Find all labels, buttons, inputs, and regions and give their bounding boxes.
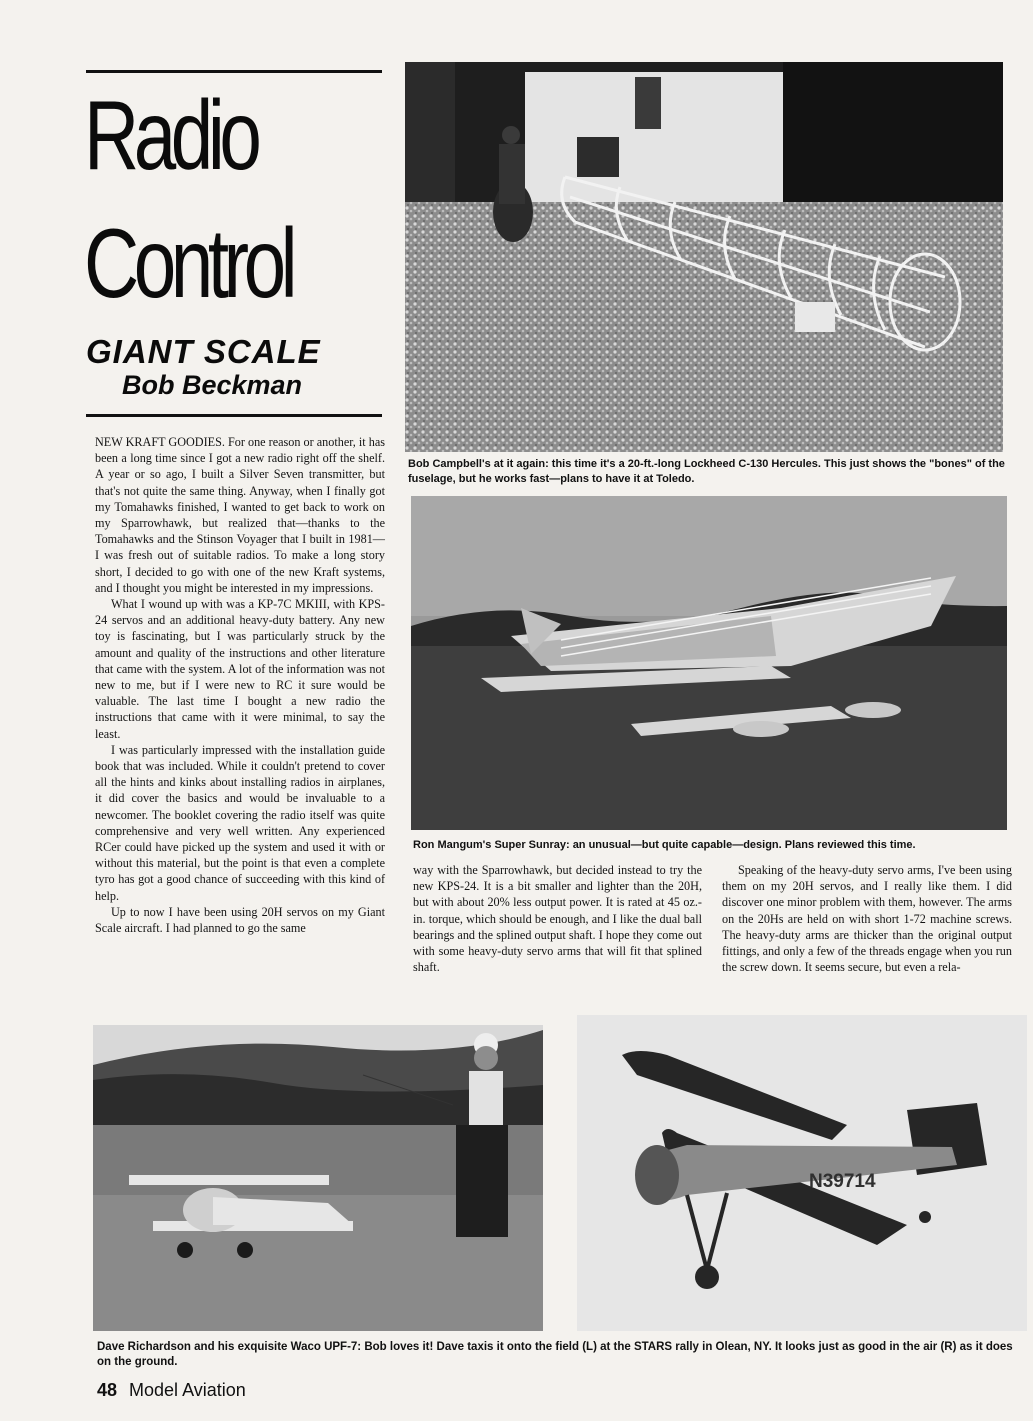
paragraph: Speaking of the heavy-duty servo arms, I've been using them on my 20H servos, and I really like them. I did discover one minor problem with them, however. The arms on the 20Hs are held on with short 1-72 machine screws. The heavy-duty arms are thicker than the original output fittings, and only a few of the threads engage when you run the screw down. It seems secure, but even a rela- xyxy=(722,863,1012,975)
paragraph: NEW KRAFT GOODIES. For one reason or another, it has been a long time since I got a new radio right off the shelf. A year or so ago, I built a Silver Seven transmitter, but that's not quite the same thing. Anyway, when I finally got my Tomahawks finished, I wanted to get back to work on my Sparrowhawk, but realized that—thanks to the Tomahawks and the Stinson Voyager that I built in 1981—I was fresh out of suitable radios. To make a long story short, I decided to go with one of the new Kraft systems, and I thought you might be interested in my impressions. xyxy=(95,435,385,595)
paragraph: way with the Sparrowhawk, but decided instead to try the new KPS-24. It is a bit smaller and lighter than the 20H, but with about 20% less output power. It is rated at 45 oz.-in. torque, which should be enough, and I like the dual ball bearings and the splined output shaft. I hope they come out with some heavy-duty servo arms that will fit that splined shaft. xyxy=(413,863,702,975)
title-bottom-rule xyxy=(86,414,382,417)
page-footer xyxy=(97,1380,246,1401)
title-radio: Radio xyxy=(84,80,257,190)
section-label: GIANT SCALE xyxy=(86,333,321,370)
photo-super-sunray xyxy=(411,496,1007,830)
aircraft-registration: N39714 xyxy=(809,1171,876,1192)
photo2-caption: Ron Mangum's Super Sunray: an unusual—but quite capable—design. Plans reviewed this time. xyxy=(413,839,916,851)
photo-waco-air xyxy=(577,1015,1027,1331)
article-left-column xyxy=(95,434,385,936)
paragraph: Up to now I have been using 20H servos on my Giant Scale aircraft. I had planned to go the same xyxy=(95,904,385,936)
page-number: 48 xyxy=(97,1380,118,1400)
title-top-rule xyxy=(86,70,382,73)
photo-waco-ground xyxy=(93,1025,543,1331)
article-middle-column xyxy=(413,862,702,975)
title-control: Control xyxy=(84,208,293,318)
photo-c130-fuselage xyxy=(405,62,1003,452)
bottom-photos-caption: Dave Richardson and his exquisite Waco UPF-7: Bob loves it! Dave taxis it onto the field (L) at the STARS rally in Olean, NY. It looks just as good in the air (R) as it does on the ground. xyxy=(97,1341,1013,1368)
paragraph: I was particularly impressed with the installation guide book that was included. While it couldn't pretend to cover all the hints and kinks about installing radios in airplanes, it did cover the basics and would be invaluable to a newcomer. The booklet covering the radio itself was quite comprehensive and very well written. Any experienced RCer could have picked up the system and used it with or without this material, but the point is that even a complete tyro has got a good chance of succeeding with this kind of help. xyxy=(95,742,385,903)
author-byline: Bob Beckman xyxy=(122,370,303,400)
article-right-column xyxy=(722,862,1012,975)
magazine-name: Model Aviation xyxy=(129,1380,246,1400)
paragraph: What I wound up with was a KP-7C MKIII, with KPS-24 servos and an additional heavy-duty battery. Any new toy is fascinating, but I was particularly struck by the amount and quality of the instructions and other literature that came with the system. A lot of the information was not new to me, but if I were new to RC it sure would be valuable. The last time I bought a new radio the instructions that came with it were minimal, to say the least. xyxy=(95,597,385,741)
photo1-caption: Bob Campbell's at it again: this time it's a 20-ft.-long Lockheed C-130 Hercules. This just shows the "bones" of the fuselage, but he works fast—plans to have it at Toledo. xyxy=(408,458,1005,485)
